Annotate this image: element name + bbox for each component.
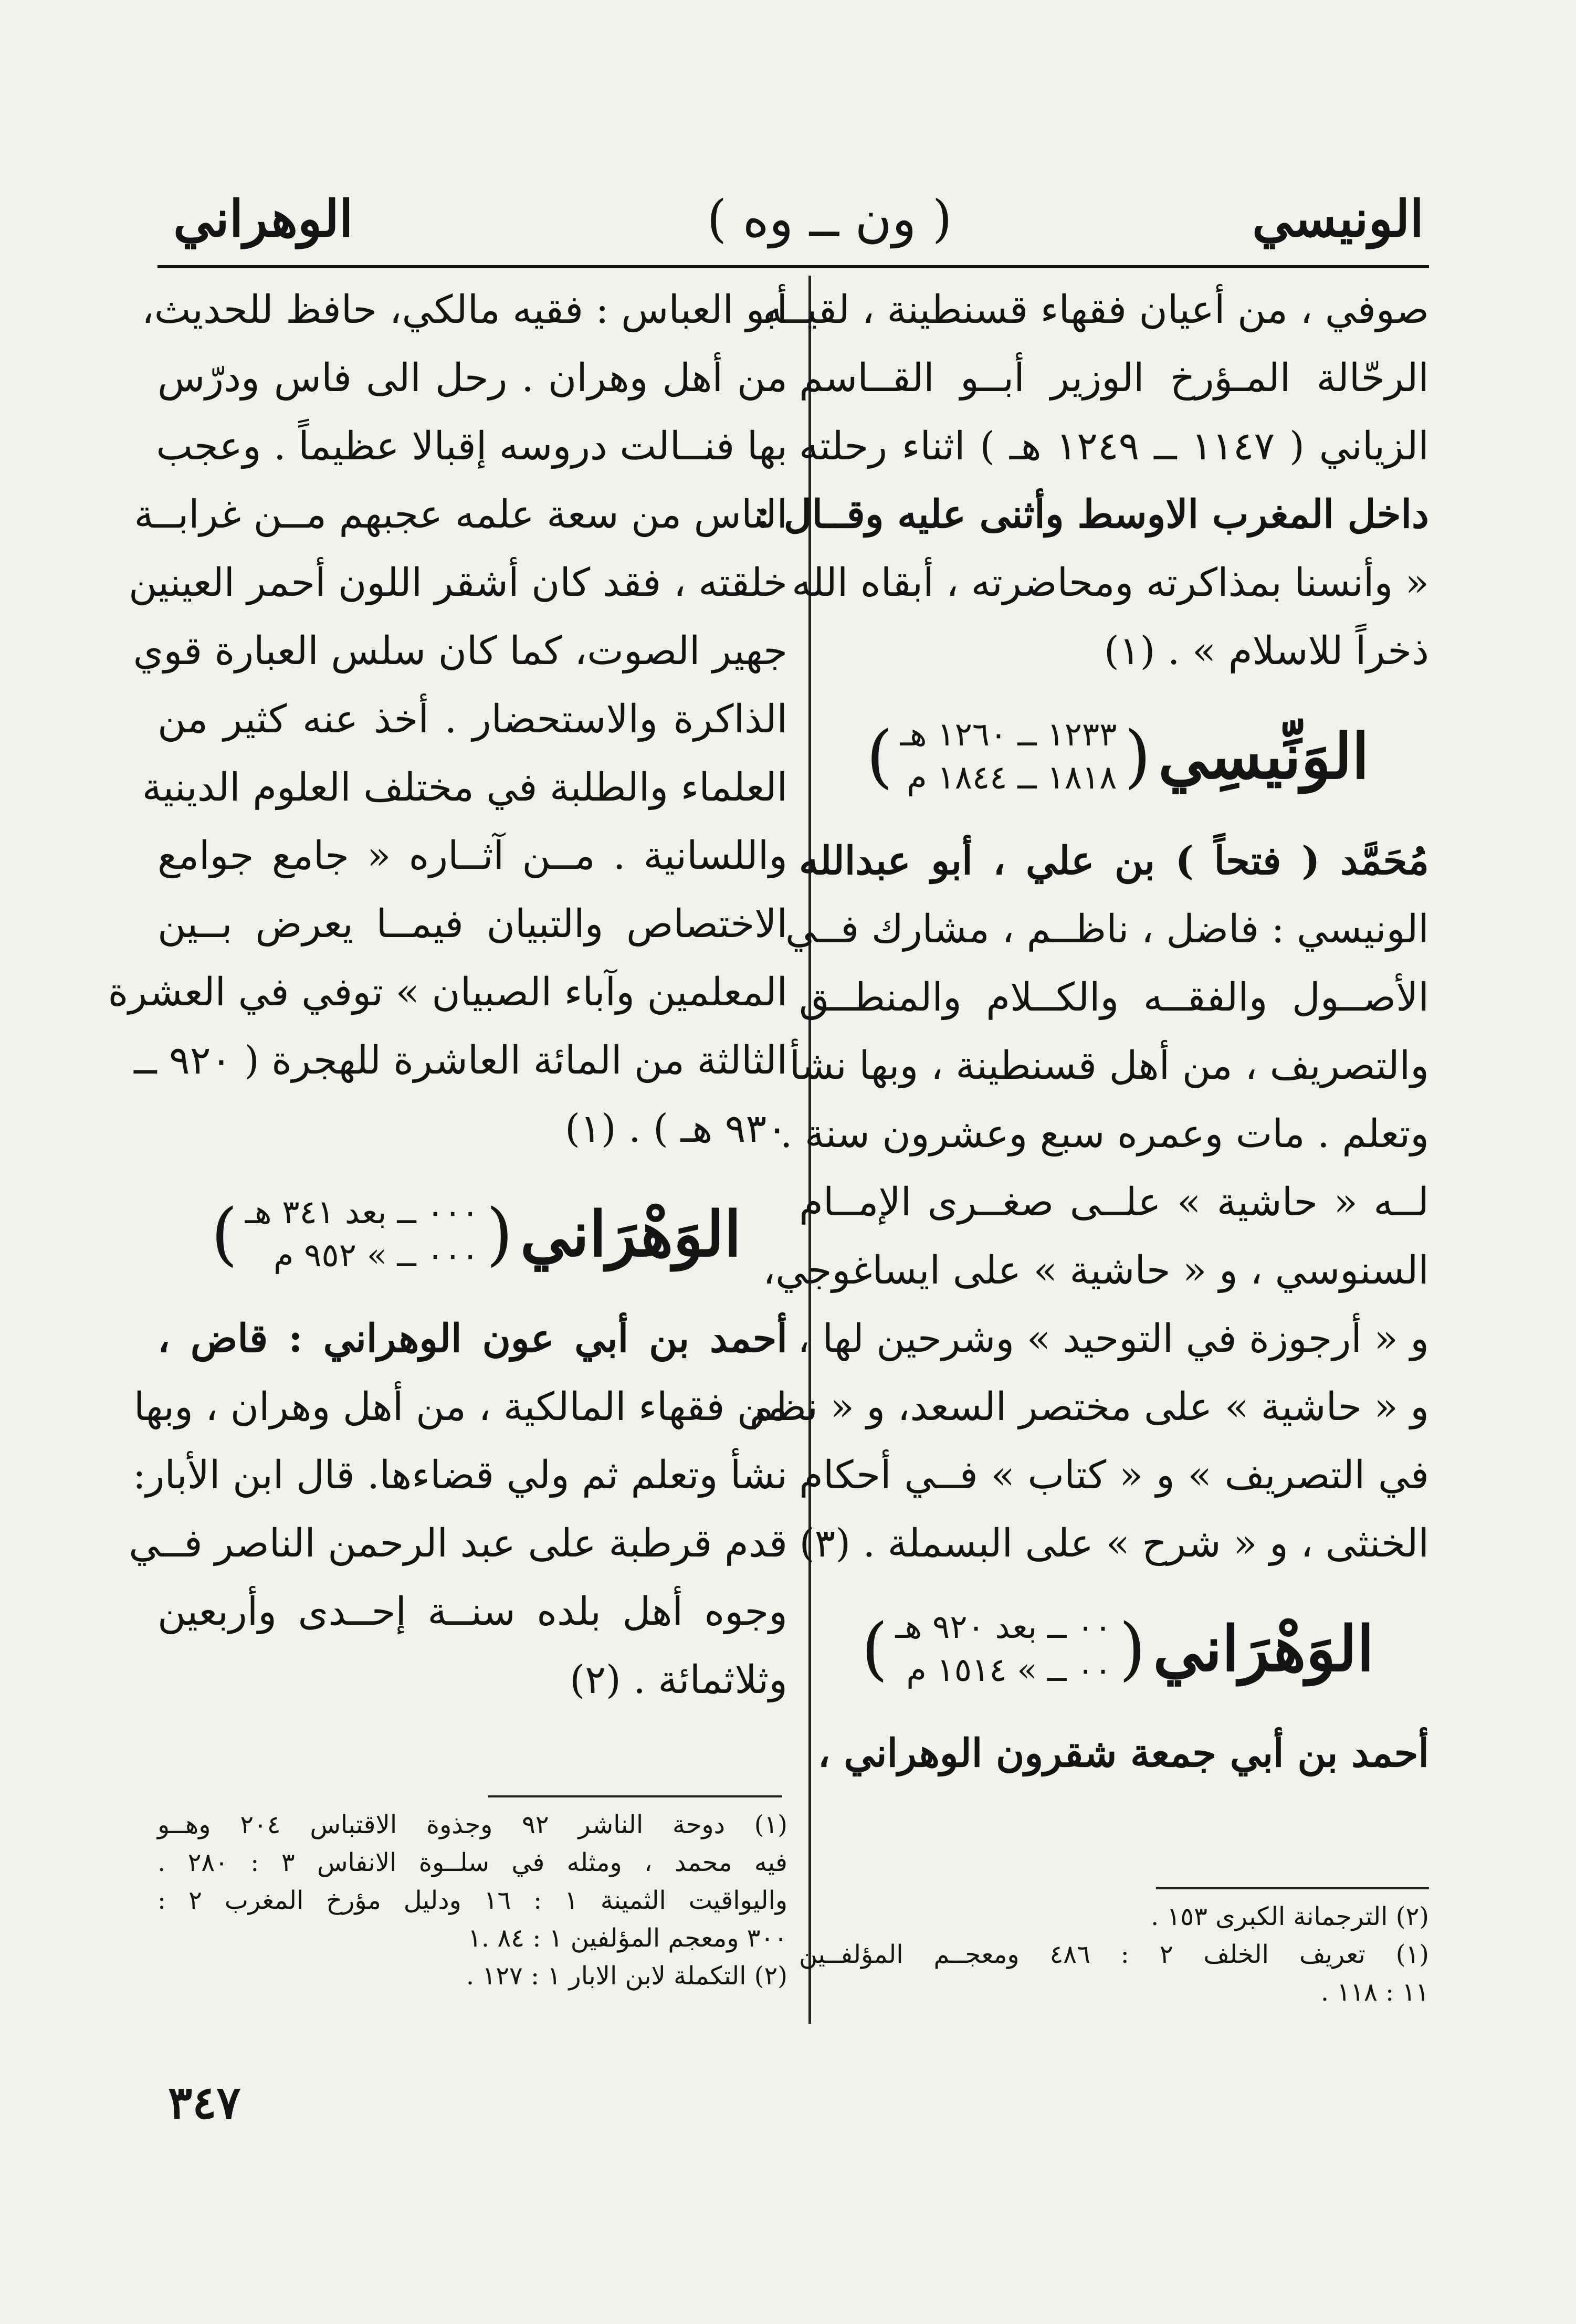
entry-dates-hijri: ٠٠ ــ بعد ٩٢٠ هـ	[895, 1607, 1112, 1646]
entry-dates	[900, 713, 1117, 799]
entry-heading-wahrani-2	[157, 1163, 787, 1305]
text-line: أبو العباس : فقيه مالكي، حافظ للحديث،	[141, 287, 787, 332]
header-right-title: الونيسي	[1252, 189, 1424, 248]
entry-heading-wahrani-1	[799, 1578, 1429, 1719]
entry-body-wannisi	[749, 827, 1429, 1578]
entry-dates	[245, 1191, 479, 1277]
entry-dates	[895, 1605, 1111, 1691]
right-intro-text	[755, 276, 1429, 685]
entry-name: الوَهْرَاني	[1153, 1612, 1374, 1685]
footnote-line: (٢) التكملة لابن الابار ١ : ١٢٧ .	[466, 1961, 787, 1991]
entry-body-wahrani-1	[799, 1719, 1429, 1787]
text-line: خلقته ، فقد كان أشقر اللون أحمر العينين	[128, 560, 787, 605]
text-line: أحمد بن أبي عون الوهراني : قاض ،	[157, 1316, 787, 1361]
text-line: الخنثى ، و « شرح » على البسملة . (٣)	[799, 1521, 1429, 1566]
text-line: لــه « حاشية » علــى صغــرى الإمــام	[799, 1180, 1429, 1225]
entry-dates-hijri: ١٢٣٣ ــ ١٢٦٠ هـ	[900, 715, 1117, 753]
text-line: واللسانية . مــن آثــاره « جامع جوامع	[157, 833, 787, 878]
text-line: قدم قرطبة على عبد الرحمن الناصر فــي	[129, 1521, 787, 1566]
text-line: نشأ وتعلم ثم ولي قضاءها. قال ابن الأبار:	[132, 1453, 787, 1498]
text-line: والتصريف ، من أهل قسنطينة ، وبها نشأ	[789, 1043, 1429, 1088]
text-line: السنوسي ، و « حاشية » على ايساغوجي،	[763, 1248, 1429, 1293]
text-line: الونيسي : فاضل ، ناظــم ، مشارك فــي	[785, 907, 1429, 952]
text-line: صوفي ، من أعيان فقهاء قسنطينة ، لقيــه	[763, 287, 1429, 332]
entry-dates-gregorian: ١٨١٨ ــ ١٨٤٤ م	[907, 758, 1117, 796]
entry-heading-wannisi	[799, 685, 1429, 827]
text-line: مُحَمَّد ( فتحاً ) بن علي ، أبو عبدالله	[799, 838, 1429, 884]
close-paren: )	[211, 1194, 238, 1274]
left-footnotes	[157, 1806, 787, 1995]
text-line: من فقهاء المالكية ، من أهل وهران ، وبها	[133, 1384, 787, 1429]
close-paren: )	[866, 716, 893, 796]
left-footnote-rule	[488, 1795, 782, 1797]
text-line: الزياني ( ١١٤٧ ــ ١٢٤٩ هـ ) اثناء رحلته	[799, 424, 1429, 469]
footnote-line: (٢) الترجمانة الكبرى ١٥٣ .	[1151, 1902, 1429, 1931]
text-line: الاختصاص والتبيان فيمــا يعرض بــين	[157, 901, 787, 947]
open-paren: (	[486, 1194, 513, 1274]
text-line: أحمد بن أبي جمعة شقرون الوهراني ،	[817, 1731, 1429, 1776]
text-line: بها فنــالت دروسه إقبالا عظيماً . وعجب	[156, 424, 787, 469]
text-line: الثالثة من المائة العاشرة للهجرة ( ٩٢٠ ــ	[134, 1038, 787, 1083]
right-column	[749, 276, 1429, 1787]
text-line: الناس من سعة علمه عجبهم مــن غرابــة	[134, 492, 787, 537]
text-line: المعلمين وآباء الصبيان » توفي في العشرة	[108, 970, 787, 1015]
open-paren: (	[1124, 716, 1151, 796]
footnote-line: (١) تعريف الخلف ٢ : ٤٨٦ ومعجــم المؤلفــين	[799, 1940, 1430, 1969]
entry-dates-gregorian: ٠٠ ــ » ١٥١٤ م	[906, 1650, 1112, 1689]
entry-dates-gregorian: ٠٠٠ ــ » ٩٥٢ م	[273, 1236, 479, 1274]
right-footnotes	[799, 1898, 1429, 2011]
entry-dates-hijri: ٠٠٠ ــ بعد ٣٤١ هـ	[245, 1193, 479, 1231]
text-line: وجوه أهل بلده سنــة إحــدى وأربعين	[157, 1589, 787, 1634]
text-line: الرحّالة المـؤرخ الوزير أبــو القــاسم	[799, 355, 1429, 401]
footnote-line: ١١ : ١١٨ .	[1320, 1978, 1429, 2007]
right-footnote-rule	[1156, 1887, 1429, 1889]
header-left-title: الوهراني	[173, 189, 353, 248]
header-rule	[157, 265, 1429, 268]
left-intro-text	[108, 276, 787, 1163]
text-line: ٩٣٠ هـ ) . (١)	[565, 1106, 787, 1151]
text-line: جهير الصوت، كما كان سلس العبارة قوي	[133, 628, 787, 674]
text-line: و « حاشية » على مختصر السعد، و « نظم	[749, 1384, 1429, 1429]
text-line: الأصــول والفقــه والكــلام والمنطــق	[799, 975, 1429, 1020]
open-paren: (	[1119, 1608, 1146, 1688]
page-number: ٣٤٧	[168, 2076, 241, 2129]
entry-name: الوَهْرَاني	[520, 1197, 742, 1270]
text-line: و « أرجوزة في التوحيد » وشرحين لها ،	[797, 1316, 1429, 1361]
text-line: في التصريف » و « كتاب » فــي أحكام	[799, 1453, 1429, 1498]
entry-body-wahrani-2	[129, 1305, 787, 1714]
text-line: « وأنسنا بمذاكرته ومحاضرته ، أبقاه الله	[792, 560, 1429, 605]
text-line: وثلاثمائة . (٢)	[570, 1657, 787, 1702]
left-column	[108, 276, 787, 1714]
footnote-line: ٣٠٠ ومعجم المؤلفين ١ : ٨٤ .١	[468, 1923, 787, 1953]
text-line: الذاكرة والاستحضار . أخذ عنه كثير من	[157, 697, 787, 742]
footnote-line: (١) دوحة الناشر ٩٢ وجذوة الاقتباس ٢٠٤ وهــو	[157, 1810, 788, 1839]
text-line: داخل المغرب الاوسط وأثنى عليه وقــال :	[755, 492, 1429, 537]
footnote-line: فيه محمد ، ومثله في سلــوة الانفاس ٣ : ٢٨٠ .	[157, 1848, 787, 1877]
text-line: من أهل وهران . رحل الى فاس ودرّس	[157, 355, 787, 401]
text-line: ذخراً للاسلام » . (١)	[1104, 628, 1429, 674]
text-line: وتعلم . مات وعمره سبع وعشرون سنة .	[780, 1111, 1429, 1156]
entry-name: الوَنِّيسِي	[1158, 719, 1369, 793]
header-letter-range: ( ون ــ وه )	[707, 190, 952, 248]
footnote-line: واليواقيت الثمينة ١ : ١٦ ودليل مؤرخ المغرب ٢ :	[157, 1886, 788, 1915]
close-paren: )	[861, 1608, 888, 1688]
text-line: العلماء والطلبة في مختلف العلوم الدينية	[142, 765, 787, 810]
